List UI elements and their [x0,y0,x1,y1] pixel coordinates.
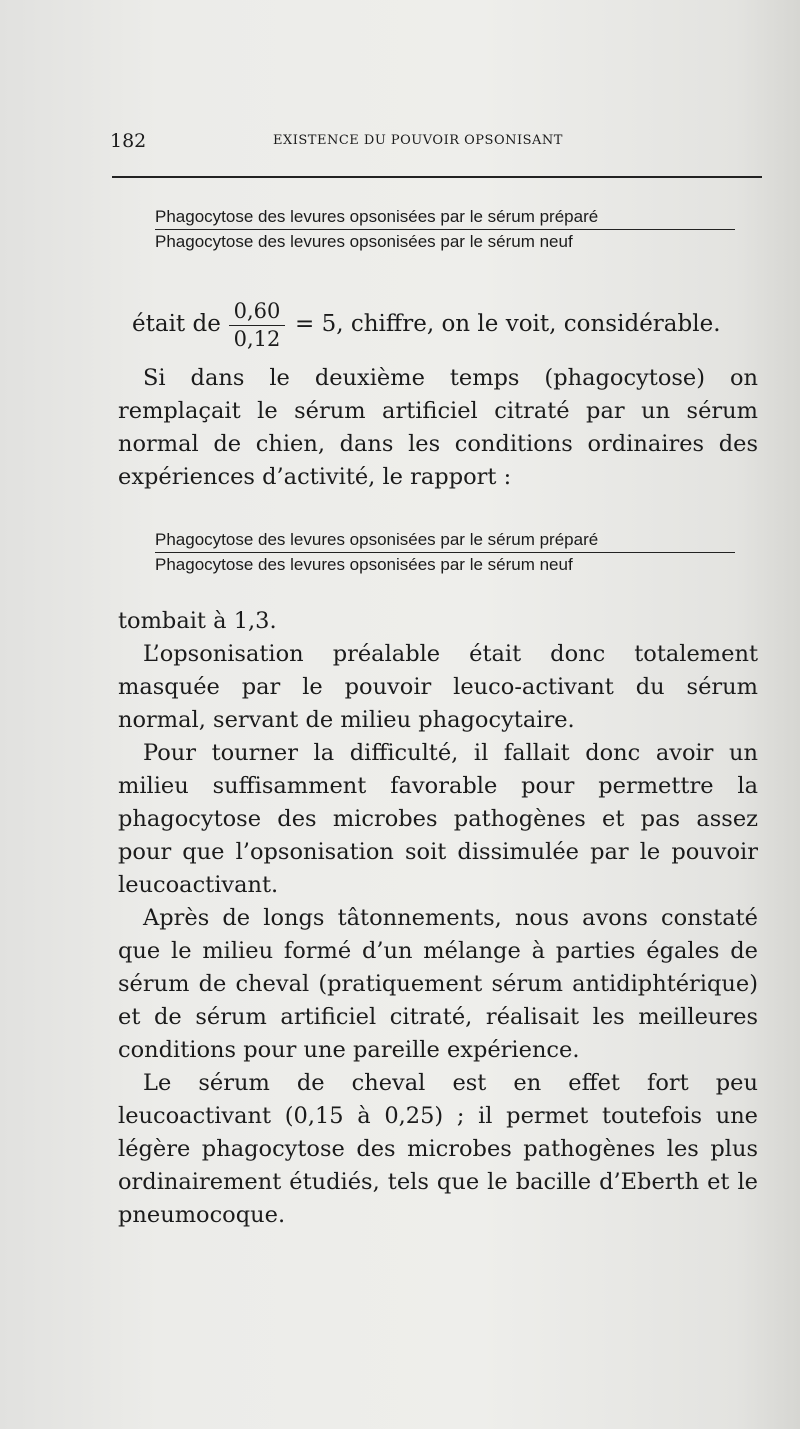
ratio-fraction-1 [155,207,735,252]
fraction-numerator: 0,60 [233,299,281,323]
ratio-numerator: Phagocytose des levures opsonisées par le sérum préparé [155,207,599,226]
fraction-bar [229,325,285,326]
equation-prefix: était de [132,311,221,337]
fraction-denominator: 0,12 [233,327,281,351]
paragraph: Le sérum de cheval est en effet fort peu leucoactivant (0,15 à 0,25) ; il permet toutefois une légère phagocytose des microbes pathogènes les plus ordinairement étudiés, tels que le bacille d’Eberth et le pneumocoque. [118,1070,758,1228]
paragraph: L’opsonisation préalable était donc totalement masquée par le pouvoir leuco-activant du sérum normal, servant de milieu phagocytaire. [118,641,758,733]
paragraph-continuation: tombait à 1,3. [118,608,277,634]
text-block-2 [118,605,758,1232]
text-block-1 [118,362,758,494]
paragraph: Pour tourner la difficulté, il fallait donc avoir un milieu suffisamment favorable pour permettre la phagocytose des microbes pathogènes et pas assez pour que l’opsonisation soit dissimulée par le pouvoir leucoactivant. [118,740,758,898]
equation-line [132,298,752,358]
ratio-denominator: Phagocytose des levures opsonisées par le sérum neuf [155,555,573,574]
page-header [110,130,760,160]
ratio-denominator: Phagocytose des levures opsonisées par le sérum neuf [155,232,573,251]
ratio-fraction-2 [155,530,735,575]
paragraph: Si dans le deuxième temps (phagocytose) on remplaçait le sérum artificiel citraté par un sérum normal de chien, dans les conditions ordinaires des expériences d’activité, le rapport : [118,365,758,490]
ratio-numerator: Phagocytose des levures opsonisées par le sérum préparé [155,530,599,549]
page-number: 182 [110,130,147,152]
equation-suffix: = 5, chiffre, on le voit, considérable. [295,311,721,337]
fraction-bar [155,552,735,553]
equation-fraction [227,298,287,351]
paragraph: Après de longs tâtonnements, nous avons constaté que le milieu formé d’un mélange à parties égales de sérum de cheval (pratiquement sérum antidiphtérique) et de sérum artificiel citraté, réalisait les meilleures conditions pour une pareille expérience. [118,905,758,1063]
running-title: EXISTENCE DU POUVOIR OPSONISANT [273,133,563,148]
fraction-bar [155,229,735,230]
header-rule [112,176,762,178]
